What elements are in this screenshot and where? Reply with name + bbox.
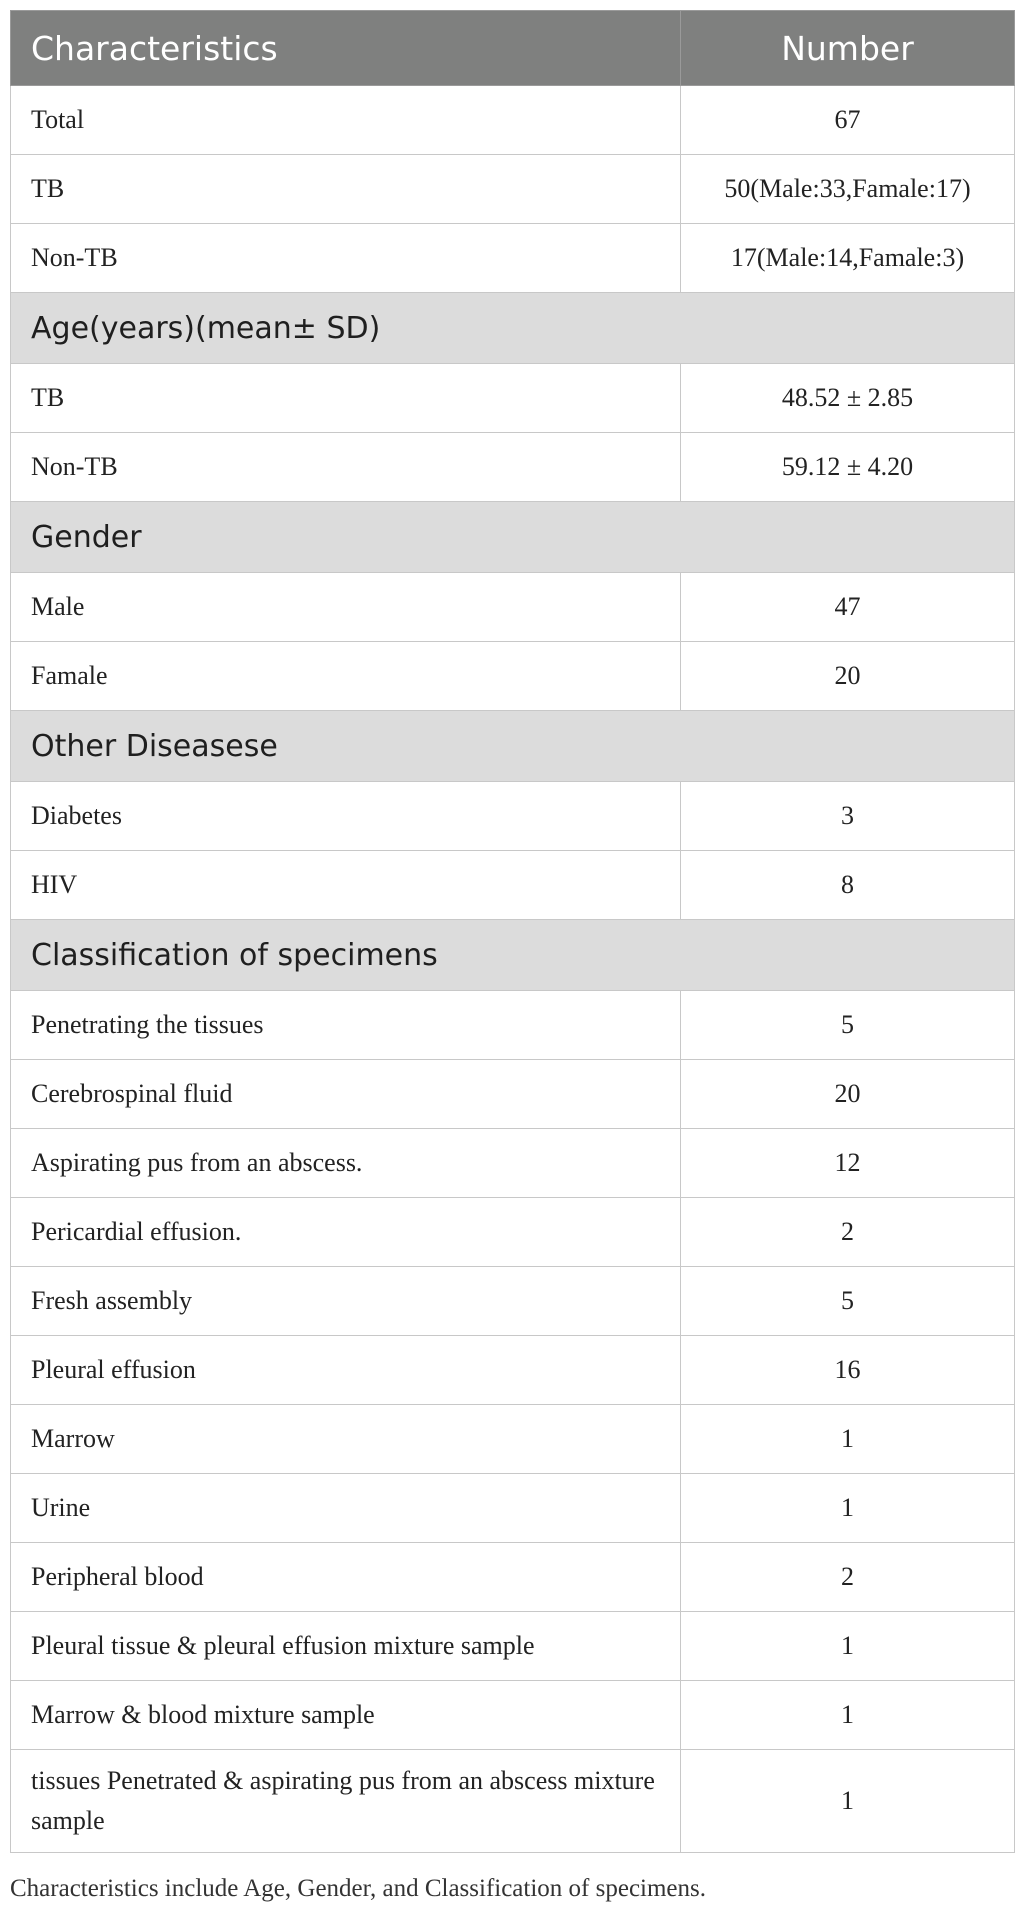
row-label: Pleural effusion: [11, 1336, 681, 1405]
row-value: 20: [681, 1060, 1015, 1129]
row-value: 16: [681, 1336, 1015, 1405]
table-row: [11, 1405, 1015, 1474]
table-row: [11, 1681, 1015, 1750]
table-row: [11, 86, 1015, 155]
table-row: [11, 364, 1015, 433]
row-value: 8: [681, 851, 1015, 920]
row-value: 17(Male:14,Famale:3): [681, 224, 1015, 293]
row-value: 47: [681, 573, 1015, 642]
section-header-age: [11, 293, 1015, 364]
table-row: [11, 224, 1015, 293]
table-row: [11, 1129, 1015, 1198]
section-header-other-diseases: [11, 711, 1015, 782]
table-row: [11, 1198, 1015, 1267]
row-label: Famale: [11, 642, 681, 711]
row-label: Total: [11, 86, 681, 155]
row-value: 59.12 ± 4.20: [681, 433, 1015, 502]
table-row: [11, 1267, 1015, 1336]
row-value: 67: [681, 86, 1015, 155]
table-row: [11, 991, 1015, 1060]
row-label: Pericardial effusion.: [11, 1198, 681, 1267]
row-value: 3: [681, 782, 1015, 851]
table-row: [11, 155, 1015, 224]
row-value: 1: [681, 1750, 1015, 1853]
table-row: [11, 1543, 1015, 1612]
characteristics-table: [10, 10, 1015, 1853]
row-label: Cerebrospinal fluid: [11, 1060, 681, 1129]
row-value: 12: [681, 1129, 1015, 1198]
row-value: 1: [681, 1474, 1015, 1543]
table-row: [11, 573, 1015, 642]
row-value: 20: [681, 642, 1015, 711]
table-row: [11, 1060, 1015, 1129]
row-value: 2: [681, 1543, 1015, 1612]
characteristics-table-container: [10, 10, 1014, 1853]
row-label: Male: [11, 573, 681, 642]
table-row: [11, 851, 1015, 920]
table-row: [11, 642, 1015, 711]
row-label: Fresh assembly: [11, 1267, 681, 1336]
table-row: [11, 1612, 1015, 1681]
row-value: 1: [681, 1405, 1015, 1474]
table-header-row: [11, 11, 1015, 86]
table-row: [11, 433, 1015, 502]
table-row: [11, 1750, 1015, 1853]
row-label: Penetrating the tissues: [11, 991, 681, 1060]
row-value: 1: [681, 1612, 1015, 1681]
section-title: Other Diseasese: [11, 711, 1015, 782]
row-label: HIV: [11, 851, 681, 920]
section-title: Gender: [11, 502, 1015, 573]
row-label: TB: [11, 364, 681, 433]
row-label: Diabetes: [11, 782, 681, 851]
row-label: Urine: [11, 1474, 681, 1543]
section-header-gender: [11, 502, 1015, 573]
row-label: Non-TB: [11, 433, 681, 502]
header-number: Number: [681, 11, 1015, 86]
row-label: Non-TB: [11, 224, 681, 293]
row-value: 1: [681, 1681, 1015, 1750]
row-value: 5: [681, 991, 1015, 1060]
header-characteristics: Characteristics: [11, 11, 681, 86]
row-label: TB: [11, 155, 681, 224]
row-label: Pleural tissue & pleural effusion mixture sample: [11, 1612, 681, 1681]
row-label: Marrow: [11, 1405, 681, 1474]
table-row: [11, 1336, 1015, 1405]
table-row: [11, 782, 1015, 851]
section-title: Age(years)(mean± SD): [11, 293, 1015, 364]
section-header-classification: [11, 920, 1015, 991]
row-label: Marrow & blood mixture sample: [11, 1681, 681, 1750]
row-label: Peripheral blood: [11, 1543, 681, 1612]
row-value: 5: [681, 1267, 1015, 1336]
row-value: 48.52 ± 2.85: [681, 364, 1015, 433]
row-value: 2: [681, 1198, 1015, 1267]
row-value: 50(Male:33,Famale:17): [681, 155, 1015, 224]
table-row: [11, 1474, 1015, 1543]
row-label: tissues Penetrated & aspirating pus from an abscess mixture sample: [11, 1750, 681, 1853]
section-title: Classification of specimens: [11, 920, 1015, 991]
table-footnote: Characteristics include Age, Gender, and Classification of specimens.: [10, 1875, 707, 1902]
row-label: Aspirating pus from an abscess.: [11, 1129, 681, 1198]
